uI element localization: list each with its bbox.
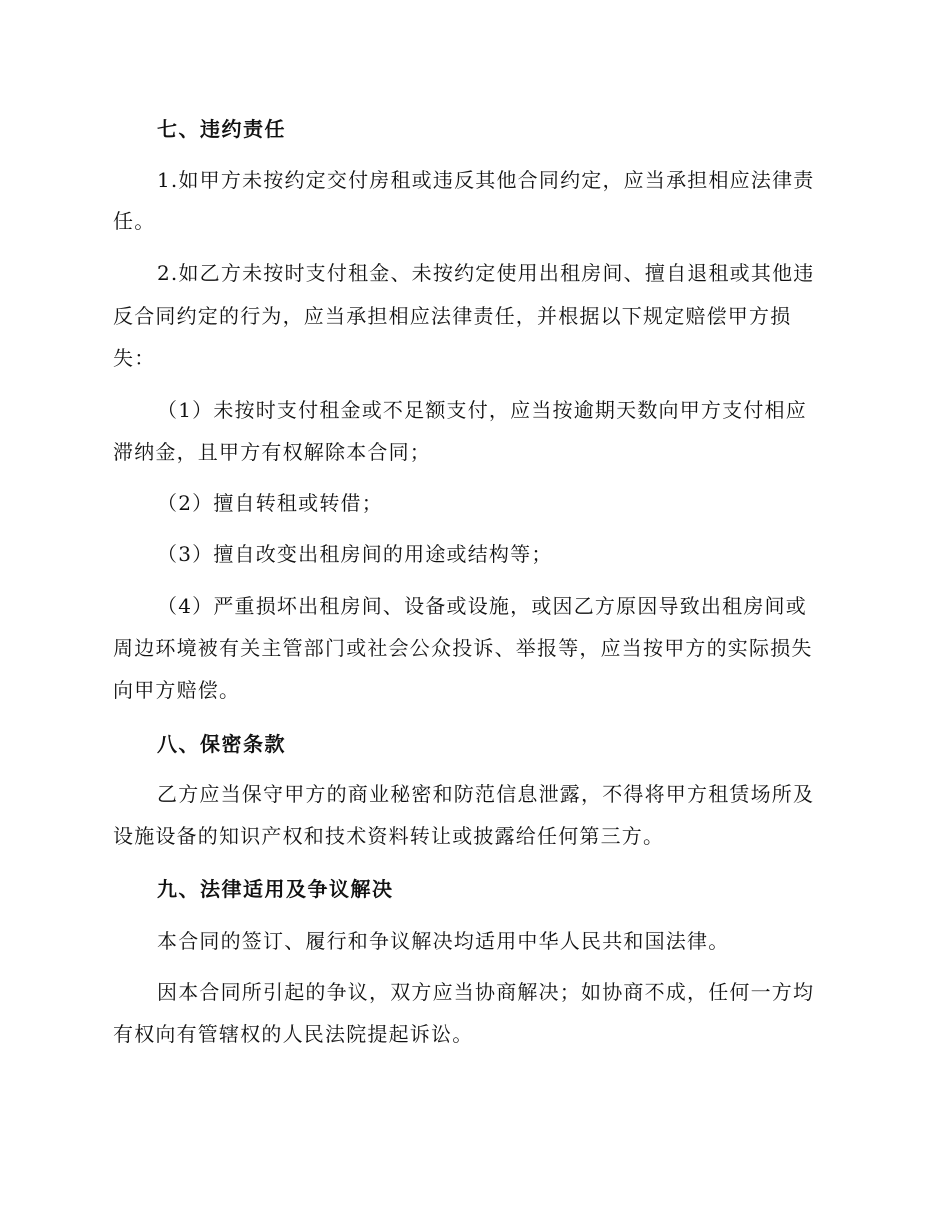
section-heading-governing-law: 九、法律适用及争议解决 [157, 877, 394, 901]
paragraph-line: 任。 [113, 209, 156, 233]
paragraph-line: 失： [113, 346, 156, 370]
paragraph-line: 因本合同所引起的争议，双方应当协商解决；如协商不成，任何一方均 [157, 980, 815, 1004]
list-item-line: 向甲方赔偿。 [113, 678, 241, 702]
list-item-line: 滞纳金，且甲方有权解除本合同； [113, 440, 431, 464]
list-item-line: （3）擅自改变出租房间的用途或结构等； [157, 542, 553, 566]
paragraph-line: 2.如乙方未按时支付租金、未按约定使用出租房间、擅自退租或其他违 [157, 261, 815, 285]
paragraph-line: 1.如甲方未按约定交付房租或违反其他合同约定，应当承担相应法律责 [157, 168, 815, 192]
section-heading-confidentiality: 八、保密条款 [157, 732, 286, 756]
list-item-line: （1）未按时支付租金或不足额支付，应当按逾期天数向甲方支付相应 [157, 398, 807, 422]
paragraph-line: 反合同约定的行为，应当承担相应法律责任，并根据以下规定赔偿甲方损 [113, 304, 792, 328]
paragraph-line: 有权向有管辖权的人民法院提起诉讼。 [113, 1022, 474, 1046]
section-heading-breach: 七、违约责任 [157, 117, 286, 141]
paragraph-line: 设施设备的知识产权和技术资料转让或披露给任何第三方。 [113, 824, 665, 848]
paragraph-line: 本合同的签订、履行和争议解决均适用中华人民共和国法律。 [157, 929, 730, 953]
list-item-line: （2）擅自转租或转借； [157, 491, 383, 515]
list-item-line: 周边环境被有关主管部门或社会公众投诉、举报等，应当按甲方的实际损失 [113, 636, 813, 660]
paragraph-line: 乙方应当保守甲方的商业秘密和防范信息泄露，不得将甲方租赁场所及 [157, 782, 815, 806]
list-item-line: （4）严重损坏出租房间、设备或设施，或因乙方原因导致出租房间或 [157, 594, 807, 618]
